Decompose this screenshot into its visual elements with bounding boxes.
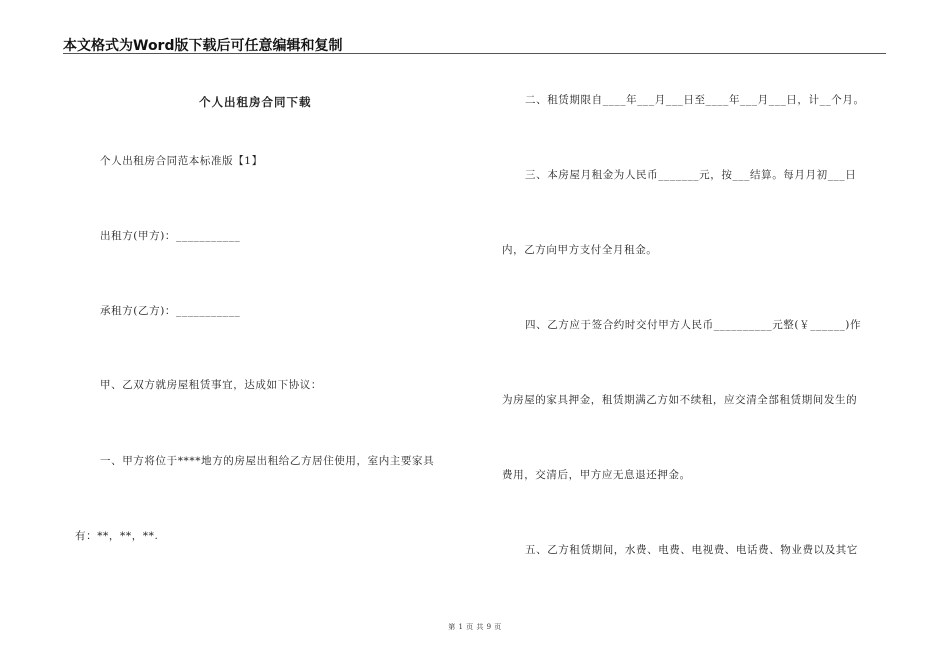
clause-1-line-1: 一、甲方将位于****地方的房屋出租给乙方居住使用，室内主要家具 (100, 455, 435, 467)
lessor-line: 出租方(甲方)：___________ (100, 230, 241, 242)
clause-4-line-1: 四、乙方应于签合约时交付甲方人民币__________元整(￥______)作 (525, 319, 862, 331)
page-number-footer: 第 1 页 共 9 页 (448, 623, 502, 631)
clause-2-line-1: 二、租赁期限自____年___月___日至____年___月___日，计__个月。 (525, 94, 865, 106)
clause-3-line-2: 内，乙方向甲方支付全月租金。 (502, 244, 658, 256)
header-divider (63, 53, 886, 54)
clause-4-line-3: 费用，交清后，甲方应无息退还押金。 (502, 469, 691, 481)
clause-5-line-1: 五、乙方租赁期间，水费、电费、电视费、电话费、物业费以及其它 (525, 544, 858, 556)
document-title: 个人出租房合同下载 (199, 95, 312, 109)
document-subtitle: 个人出租房合同范本标准版【1】 (100, 155, 263, 167)
clause-4-line-2: 为房屋的家具押金，租赁期满乙方如不续租，应交清全部租赁期间发生的 (502, 394, 858, 406)
clause-3-line-1: 三、本房屋月租金为人民币_______元，按___结算。每月月初___日 (525, 169, 857, 181)
document-header: 本文格式为Word版下载后可任意编辑和复制 (63, 38, 343, 54)
agreement-line: 甲、乙双方就房屋租赁事宜，达成如下协议： (100, 379, 322, 391)
lessee-line: 承租方(乙方)：___________ (100, 305, 241, 317)
clause-1-line-2: 有：**，**，**. (75, 530, 159, 542)
